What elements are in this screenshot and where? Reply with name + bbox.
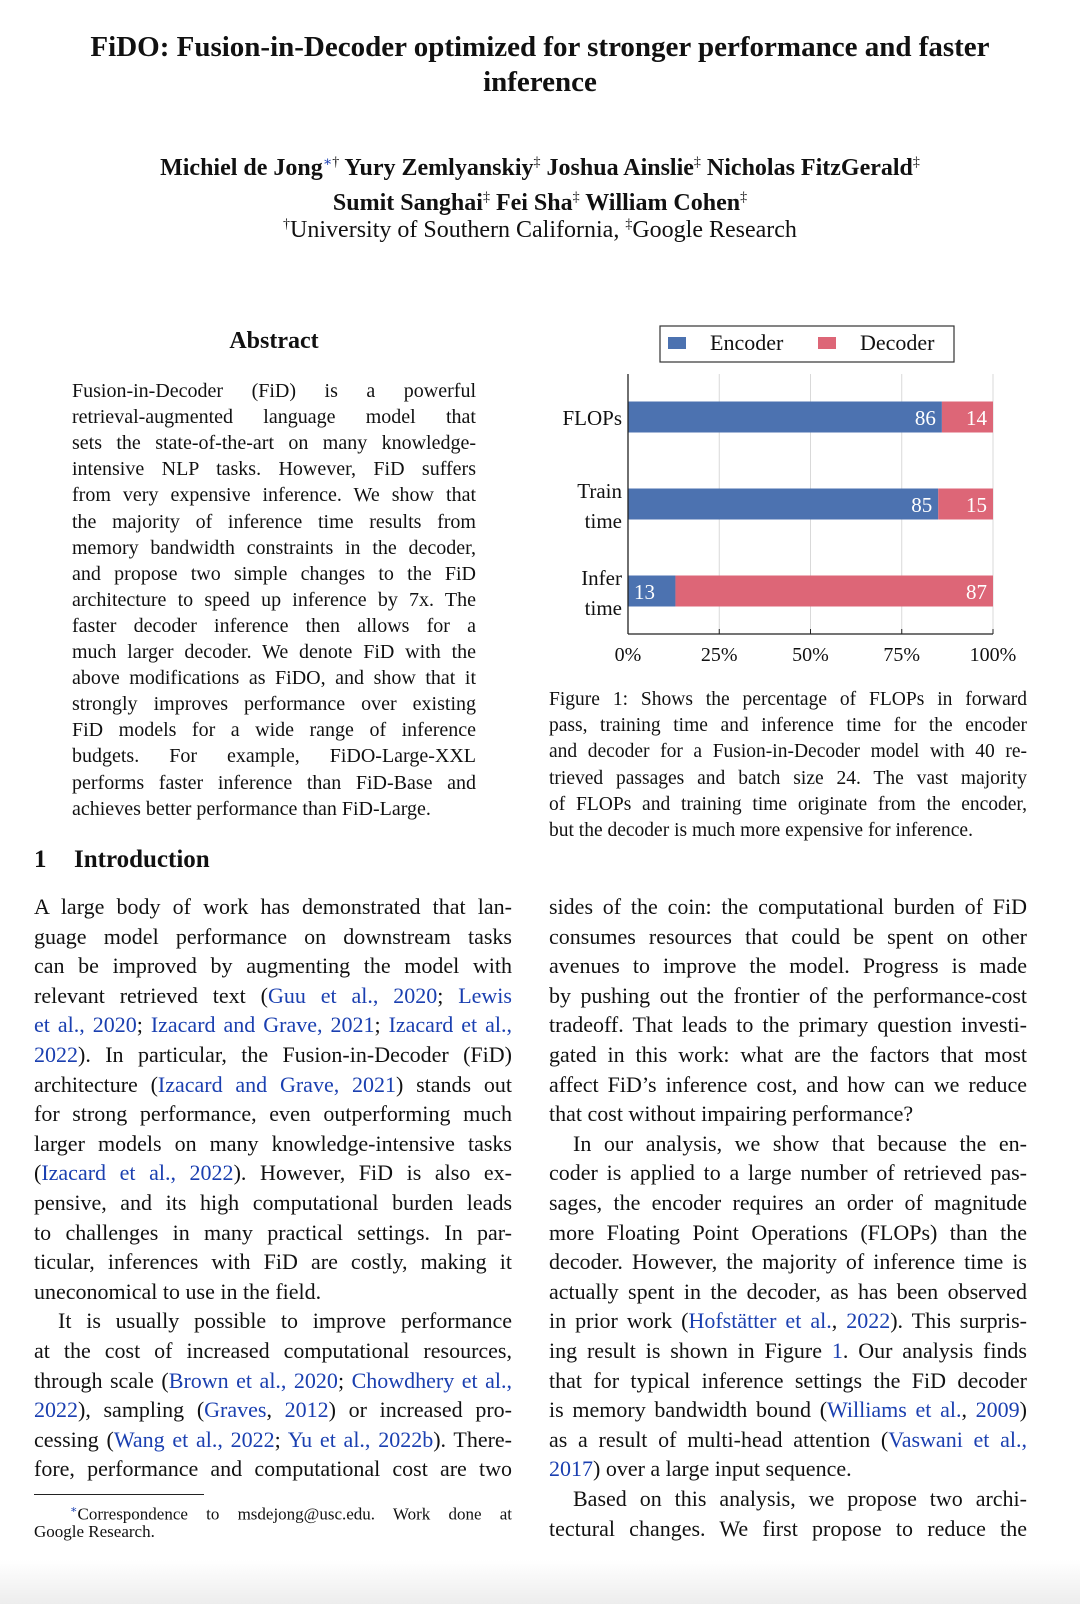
- paragraph-line: that cost without impairing performance?: [549, 1101, 914, 1127]
- paragraph-line: consumes resources that could be spent on other: [549, 923, 1027, 949]
- paragraph-line: sides of the coin: the computational burden of FiD: [549, 894, 1027, 919]
- legend-label-decoder: Decoder: [860, 330, 935, 355]
- paragraph-line: pensive, and its high computational burden leads: [34, 1190, 512, 1215]
- paragraph-line: 2017) over a large input sequence.: [549, 1456, 852, 1482]
- abstract-line: achieves better performance than FiD-Large.: [72, 797, 431, 820]
- paragraph-line: In our analysis, we show that because the en-: [573, 1130, 1027, 1156]
- author-name: Sumit Sanghai: [332, 190, 483, 216]
- category-label: Infer: [581, 566, 622, 590]
- section-title: Introduction: [74, 846, 210, 873]
- page-bottom-shade: [0, 1560, 1080, 1604]
- citation-link[interactable]: et al., 2020: [34, 1012, 137, 1038]
- paragraph-line: relevant retrieved text (Guu et al., 2020; Lewis: [34, 982, 512, 1008]
- citation-link[interactable]: Graves: [204, 1397, 267, 1423]
- data-label-encoder-1: 85: [911, 493, 933, 517]
- author-list: Michiel de Jong∗† Yury Zemlyanskiy‡ Joshua Ainslie‡ Nicholas FitzGerald‡ Sumit Sanghai‡ Fei Sha‡ William Cohen‡: [160, 155, 920, 216]
- paragraph-line: coder is applied to a large number of retrieved pas-: [549, 1160, 1027, 1186]
- paragraph-line: (Izacard et al., 2022). However, FiD is also ex-: [34, 1160, 513, 1186]
- paragraph-line: A large body of work has demonstrated that lan-: [34, 894, 512, 919]
- abstract-line: performs faster inference than FiD-Base and: [72, 771, 476, 794]
- citation-link[interactable]: Brown et al., 2020: [168, 1367, 338, 1393]
- paragraph-line: through scale (Brown et al., 2020; Chowdhery et al.,: [34, 1367, 512, 1393]
- abstract-line: retrieval-augmented language model that: [72, 406, 476, 429]
- citation-link[interactable]: 2022: [846, 1308, 891, 1334]
- paragraph-line: for strong performance, even outperforming much: [34, 1101, 512, 1127]
- x-tick-label: 0%: [614, 644, 642, 666]
- abstract-line: FiD models for a wide range of inference: [72, 719, 476, 742]
- paragraph-line: It is usually possible to improve performance: [58, 1308, 512, 1334]
- paragraph-line: in prior work (Hofstätter et al., 2022). This surpris-: [549, 1308, 1027, 1334]
- footnote-line: Google Research.: [34, 1522, 155, 1541]
- author-name: Michiel de Jong: [160, 155, 323, 181]
- title-line-2: inference: [483, 66, 597, 98]
- abstract-line: memory bandwidth constraints in the decoder,: [72, 536, 476, 559]
- citation-link[interactable]: Yu et al., 2022b: [287, 1426, 434, 1452]
- citation-link[interactable]: 1: [831, 1338, 843, 1363]
- abstract-line: much larger decoder. We denote FiD with the: [72, 641, 476, 663]
- citation-link[interactable]: 2009: [975, 1397, 1020, 1423]
- bar-encoder-1: [628, 489, 938, 520]
- paragraph-line: actually spent in the decoder, as has been observed: [549, 1278, 1027, 1304]
- abstract-heading: Abstract: [229, 328, 319, 354]
- affiliation-usc: University of Southern California,: [290, 217, 620, 243]
- citation-link[interactable]: Vaswani et al.,: [888, 1426, 1028, 1452]
- author-name: Fei Sha: [495, 190, 573, 216]
- section-heading-introduction: [34, 846, 210, 874]
- paragraph-line: 2022). In particular, the Fusion-in-Decoder (FiD): [34, 1042, 512, 1067]
- data-label-decoder-2: 87: [966, 580, 987, 604]
- citation-link[interactable]: Izacard and Grave, 2021: [150, 1012, 375, 1038]
- caption-line: but the decoder is much more expensive for inference.: [549, 820, 973, 841]
- paragraph-line: as a result of multi-head attention (Vaswani et al.,: [549, 1426, 1028, 1452]
- category-label: time: [584, 596, 622, 620]
- affiliations: †University of Southern California, ‡Google Research: [283, 217, 797, 243]
- paragraph-line: gated in this work: what are the factors that most: [549, 1042, 1027, 1067]
- category-label: FLOPs: [562, 406, 622, 430]
- footnote-rule: [34, 1494, 204, 1495]
- citation-link[interactable]: Lewis: [458, 982, 512, 1008]
- author-name: William Cohen: [585, 190, 741, 216]
- category-label: Train: [577, 479, 622, 503]
- section-number: 1: [34, 846, 47, 873]
- legend-swatch-encoder: [668, 337, 686, 349]
- x-tick-label: 100%: [969, 644, 1017, 666]
- paragraph-line: avenues to improve the model. Progress is made: [549, 953, 1027, 979]
- citation-link[interactable]: Izacard and Grave, 2021: [157, 1071, 396, 1097]
- abstract-line: Fusion-in-Decoder (FiD) is a powerful: [72, 380, 476, 402]
- abstract-line: faster decoder inference then allows for a: [72, 614, 476, 637]
- paragraph-line: larger models on many knowledge-intensive tasks: [34, 1130, 512, 1156]
- paragraph-line: 2022), sampling (Graves, 2012) or increased pro-: [34, 1397, 512, 1423]
- paragraph-line: by pushing out the frontier of the performance-cost: [549, 982, 1027, 1008]
- abstract-line: budgets. For example, FiDO-Large-XXL: [72, 745, 476, 768]
- data-label-encoder-2: 13: [634, 580, 655, 604]
- paragraph-line: more Floating Point Operations (FLOPs) than the: [549, 1219, 1027, 1245]
- abstract-line: strongly improves performance over existing: [72, 693, 476, 716]
- paragraph-line: can be improved by augmenting the model with: [34, 953, 512, 979]
- citation-link[interactable]: 2022: [34, 1042, 78, 1067]
- caption-line: trieved passages and batch size 24. The vast majority: [549, 767, 1027, 789]
- citation-link[interactable]: 2022: [34, 1397, 78, 1423]
- bar-decoder-2: [675, 576, 993, 607]
- paragraph-line: Based on this analysis, we propose two archi-: [573, 1486, 1027, 1511]
- data-label-decoder-0: 14: [966, 406, 987, 430]
- paragraph-line: sages, the encoder requires an order of magnitude: [549, 1190, 1027, 1215]
- legend-label-encoder: Encoder: [710, 330, 784, 355]
- x-tick-label: 75%: [883, 644, 921, 666]
- paragraph-line: that for typical inference settings the FiD decoder: [549, 1367, 1027, 1393]
- caption-line: pass, training time and inference time for the encoder: [549, 715, 1027, 737]
- abstract-line: from very expensive inference. We show that: [72, 484, 476, 507]
- paragraph-line: ing result is shown in Figure 1. Our analysis finds: [549, 1338, 1027, 1363]
- figure-1-chart: [540, 318, 1040, 678]
- x-tick-label: 25%: [700, 644, 738, 666]
- citation-link[interactable]: Hofstätter et al.: [688, 1308, 832, 1334]
- paragraph-line: architecture (Izacard and Grave, 2021) stands out: [34, 1071, 512, 1097]
- paragraph-line: affect FiD’s inference cost, and how can we reduce: [549, 1071, 1027, 1097]
- citation-link[interactable]: Chowdhery et al.,: [351, 1367, 512, 1393]
- data-label-encoder-0: 86: [914, 406, 936, 430]
- abstract-line: intensive NLP tasks. However, FiD suffers: [72, 458, 476, 481]
- paragraph-line: cessing (Wang et al., 2022; Yu et al., 2022b). There-: [34, 1426, 513, 1452]
- paragraph-line: et al., 2020; Izacard and Grave, 2021; Izacard et al.,: [34, 1012, 512, 1038]
- paragraph-line: tectural changes. We first propose to reduce the: [549, 1515, 1027, 1541]
- data-label-decoder-1: 15: [966, 493, 987, 517]
- legend-swatch-decoder: [818, 337, 836, 349]
- paragraph-line: decoder. However, the majority of inference time is: [549, 1249, 1027, 1275]
- abstract-line: sets the state-of-the-art on many knowledge-: [72, 432, 476, 455]
- paragraph-line: ticular, inferences with FiD are costly, making it: [34, 1249, 512, 1275]
- abstract-line: architecture to speed up inference by 7x. The: [72, 588, 476, 611]
- citation-link[interactable]: Izacard et al.,: [388, 1012, 512, 1038]
- caption-line: Figure 1: Shows the percentage of FLOPs in forward: [549, 689, 1027, 710]
- abstract-line: the majority of inference time results from: [72, 510, 476, 533]
- paragraph-line: at the cost of increased computational resources,: [34, 1338, 512, 1363]
- paragraph-line: to challenges in many practical settings. In par-: [34, 1219, 512, 1245]
- paragraph-line: guage model performance on downstream tasks: [34, 923, 512, 949]
- citation-link[interactable]: Guu et al., 2020: [267, 982, 438, 1008]
- paper-title: [30, 30, 1050, 100]
- abstract-line: above modifications as FiDO, and show that it: [72, 667, 476, 690]
- paragraph-line: is memory bandwidth bound (Williams et al., 2009): [549, 1397, 1027, 1423]
- citation-link[interactable]: Izacard et al., 2022: [41, 1160, 234, 1186]
- citation-link[interactable]: Williams et al.: [827, 1397, 962, 1423]
- affiliation-google: Google Research: [632, 217, 797, 243]
- paragraph-line: tradeoff. That leads to the primary question investi-: [549, 1012, 1027, 1038]
- author-name: Joshua Ainslie: [546, 155, 694, 181]
- caption-line: and decoder for a Fusion-in-Decoder model with 40 re-: [549, 741, 1027, 763]
- paragraph-line: fore, performance and computational cost are two: [34, 1456, 512, 1482]
- footnote-line: ∗Correspondence to msdejong@usc.edu. Work done at: [70, 1504, 512, 1524]
- paragraph-line: uneconomical to use in the field.: [34, 1278, 322, 1304]
- author-name: Yury Zemlyanskiy: [344, 155, 534, 181]
- citation-link[interactable]: 2012: [284, 1397, 329, 1423]
- bar-encoder-0: [628, 402, 942, 433]
- citation-link[interactable]: Wang et al., 2022: [113, 1426, 275, 1452]
- category-label: time: [584, 509, 622, 533]
- x-tick-label: 50%: [792, 644, 829, 666]
- title-line-1: FiDO: Fusion-in-Decoder optimized for stronger performance and faster: [90, 31, 990, 63]
- citation-link[interactable]: 2017: [549, 1456, 593, 1482]
- caption-line: of FLOPs and training time originate from the encoder,: [549, 793, 1027, 815]
- abstract-line: and propose two simple changes to the FiD: [72, 562, 476, 585]
- author-name: Nicholas FitzGerald: [706, 155, 913, 181]
